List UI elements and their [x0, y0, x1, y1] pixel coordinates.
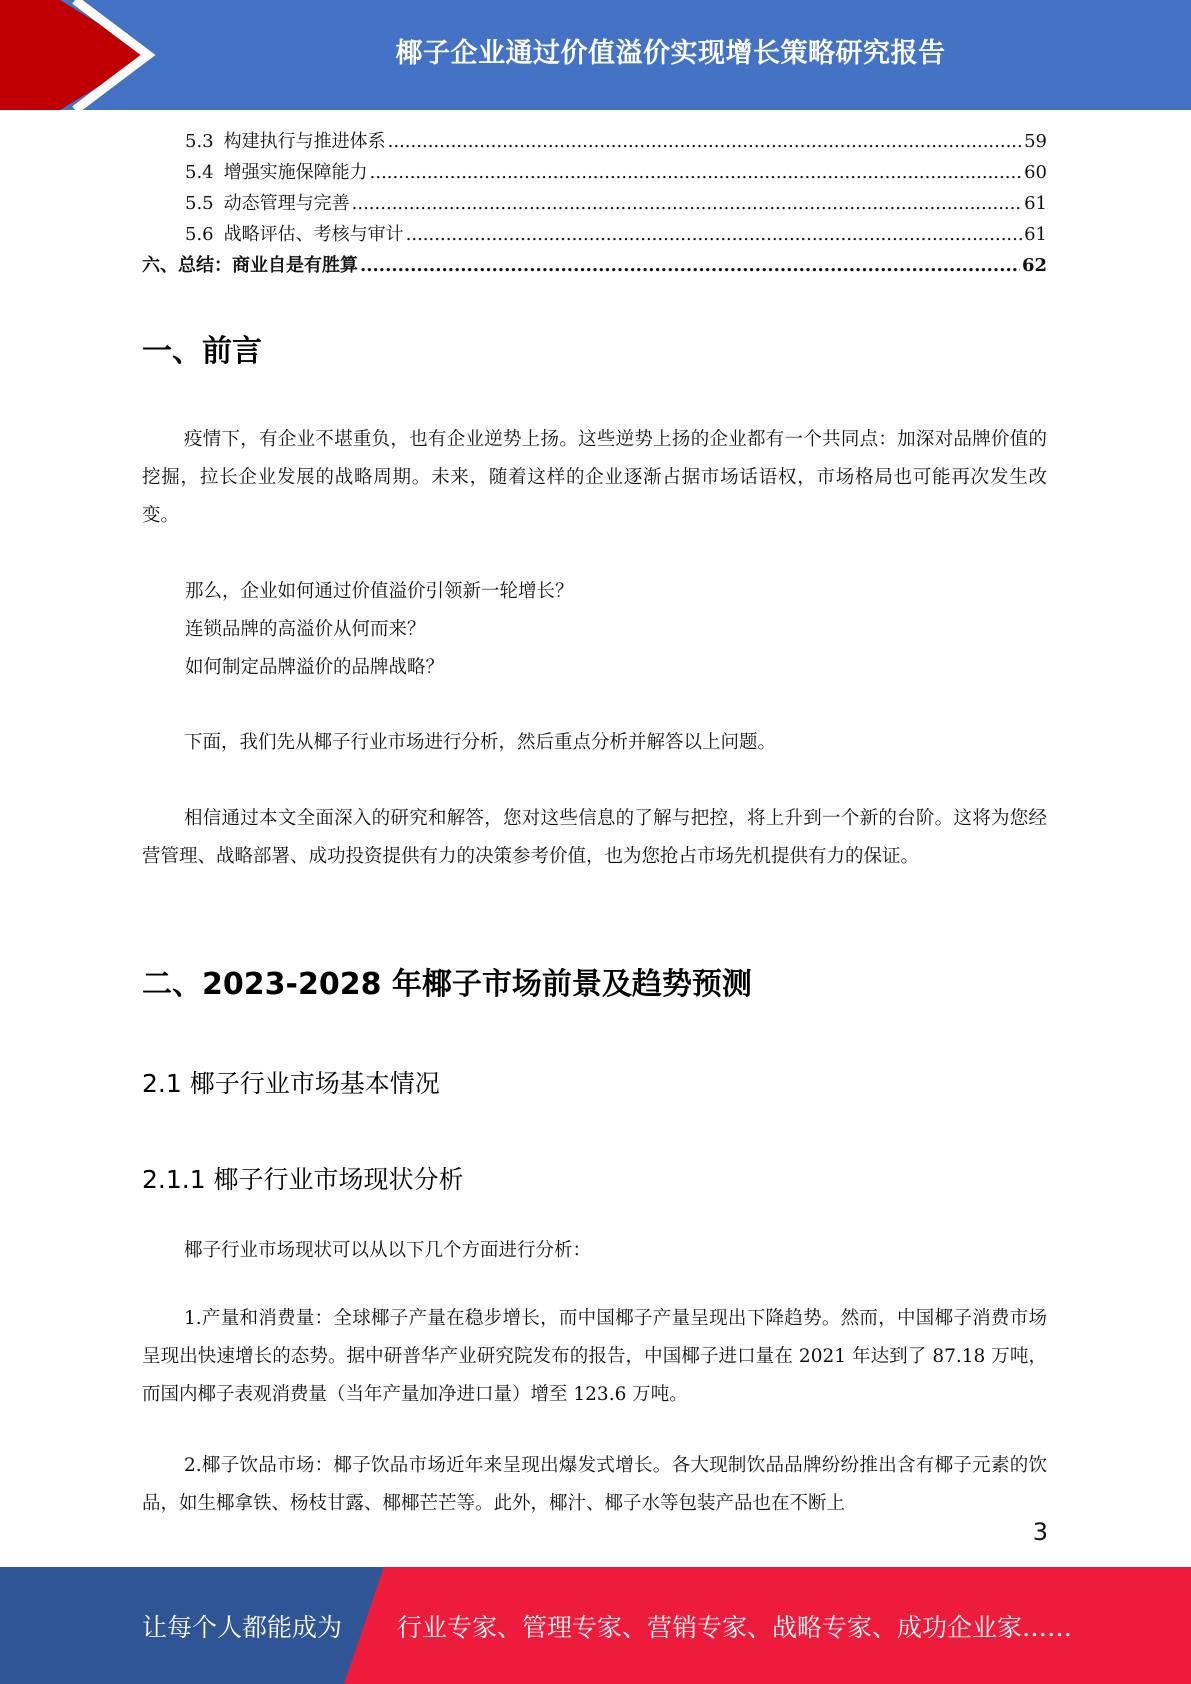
toc-entry[interactable] [142, 220, 1047, 251]
toc-entry-page: 62 [1021, 255, 1047, 276]
preface-paragraph-1: 疫情下，有企业不堪重负，也有企业逆势上扬。这些逆势上扬的企业都有一个共同点：加深对品牌价值的挖掘，拉长企业发展的战略周期。未来，随着这样的企业逐渐占据市场话语权，市场格局也可能再次发生改变。 [142, 429, 1047, 526]
market-point-1: 1.产量和消费量：全球椰子产量在稳步增长，而中国椰子产量呈现出下降趋势。然而，中国椰子消费市场呈现出快速增长的态势。据中研普华产业研究院发布的报告，中国椰子进口量在 2021 年达到了 87.18 万吨，而国内椰子表观消费量（当年产量加净进口量）增至 123.6 万吨。 [142, 1308, 1047, 1405]
toc-entry-title: 构建执行与推进体系 [223, 131, 386, 152]
toc-entry-page: 61 [1024, 193, 1047, 214]
toc-entry-title: 六、总结：商业自是有胜算 [142, 255, 358, 276]
toc-leader-dots [370, 162, 1022, 183]
toc-entry[interactable] [142, 158, 1047, 189]
toc-entry-number: 5.5 [185, 193, 214, 214]
preface-paragraph-3: 相信通过本文全面深入的研究和解答，您对这些信息的了解与把控，将上升到一个新的台阶。这将为您经营管理、战略部署、成功投资提供有力的决策参考价值，也为您抢占市场先机提供有力的保证。 [142, 808, 1047, 867]
question-3: 如何制定品牌溢价的品牌战略？ [185, 657, 445, 678]
page-footer [0, 1567, 1191, 1684]
footer-slogan-left: 让每个人都能成为 [142, 1612, 343, 1642]
section-heading-market: 二、2023-2028 年椰子市场前景及趋势预测 [142, 967, 752, 1002]
section-heading-preface: 一、前言 [142, 334, 262, 369]
toc-leader-dots [406, 224, 1022, 245]
toc-entry-main[interactable] [142, 251, 1047, 282]
toc-entry-page: 61 [1024, 224, 1047, 245]
page-number: 3 [1032, 1518, 1048, 1546]
toc-leader-dots [360, 255, 1020, 276]
table-of-contents [142, 127, 1047, 282]
toc-entry-title: 动态管理与完善 [223, 193, 350, 214]
toc-entry[interactable] [142, 189, 1047, 220]
toc-entry-page: 60 [1024, 162, 1047, 183]
page-header [0, 0, 1191, 110]
toc-entry[interactable] [142, 127, 1047, 158]
question-1: 那么，企业如何通过价值溢价引领新一轮增长？ [185, 581, 574, 602]
toc-entry-number: 5.4 [185, 162, 214, 183]
market-intro-paragraph: 椰子行业市场现状可以从以下几个方面进行分析： [184, 1240, 592, 1261]
report-title: 椰子企业通过价值溢价实现增长策略研究报告 [395, 37, 946, 69]
toc-entry-title: 战略评估、考核与审计 [223, 224, 404, 245]
subsection-heading-2-1-1: 2.1.1 椰子行业市场现状分析 [142, 1165, 464, 1194]
toc-entry-title: 增强实施保障能力 [223, 162, 368, 183]
footer-slogan-right: 行业专家、管理专家、营销专家、战略专家、成功企业家…… [397, 1612, 1073, 1642]
toc-entry-page: 59 [1024, 131, 1047, 152]
market-point-2: 2.椰子饮品市场：椰子饮品市场近年来呈现出爆发式增长。各大现制饮品品牌纷纷推出含有椰子元素的饮品，如生椰拿铁、杨枝甘露、椰椰芒芒等。此外，椰汁、椰子水等包装产品也在不断上 [142, 1455, 1047, 1514]
toc-entry-number: 5.3 [185, 131, 214, 152]
subsection-heading-2-1: 2.1 椰子行业市场基本情况 [142, 1069, 440, 1098]
toc-leader-dots [388, 131, 1022, 152]
toc-entry-number: 5.6 [185, 224, 214, 245]
question-2: 连锁品牌的高溢价从何而来？ [185, 619, 426, 640]
toc-leader-dots [352, 193, 1022, 214]
preface-paragraph-2: 下面，我们先从椰子行业市场进行分析，然后重点分析并解答以上问题。 [184, 732, 777, 753]
